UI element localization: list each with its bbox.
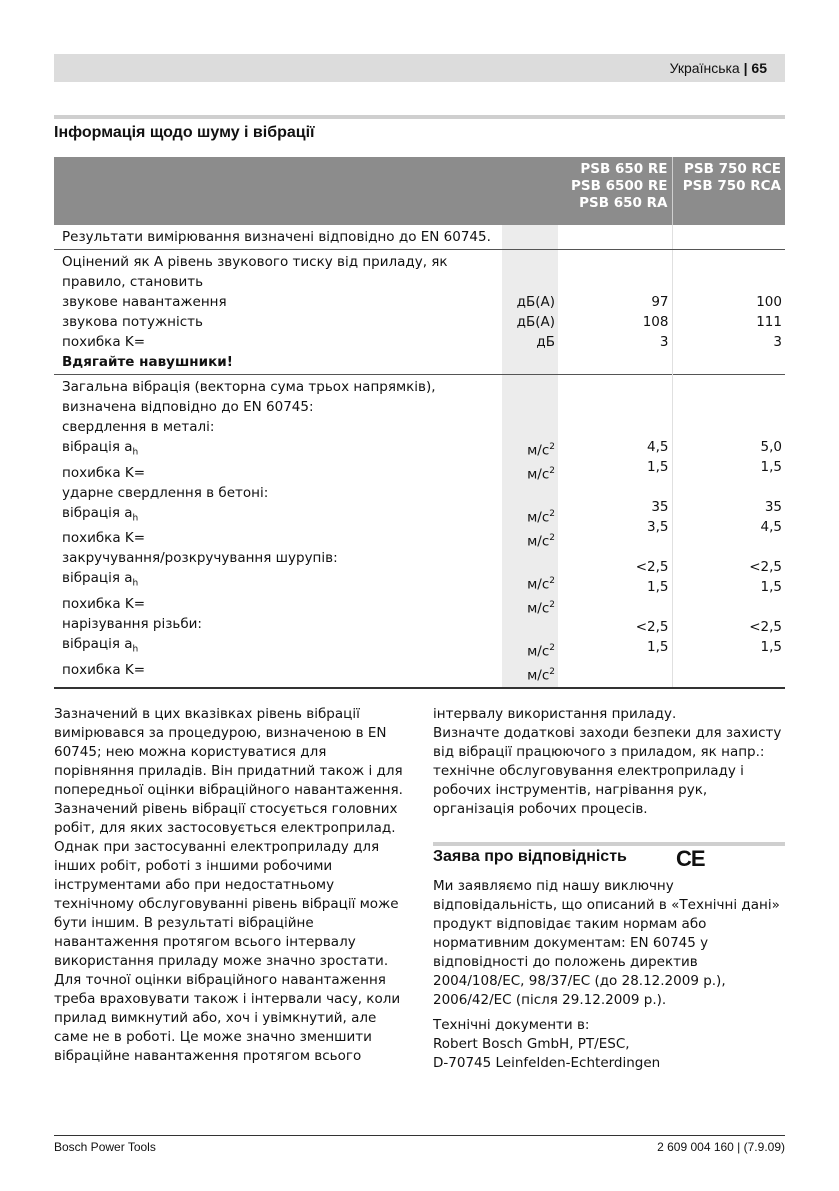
table-row <box>54 375 785 689</box>
row-label-line: ударне свердлення в бетоні: <box>62 484 269 501</box>
table-header-blank <box>54 157 558 225</box>
header-page-number: 65 <box>751 60 767 76</box>
cell-value: 1,5 <box>760 579 782 595</box>
section-rule <box>54 115 785 119</box>
row-label-line: вібрація $a_h$ <box>62 570 139 590</box>
cell-value: 4,5 <box>647 439 669 455</box>
row-label-line: свердлення в металі: <box>62 419 215 435</box>
row-label <box>54 375 502 689</box>
unit-value: $м/с^2$ <box>527 599 555 616</box>
noise-vibration-table <box>54 157 785 689</box>
unit-value: $м/с^2$ <box>527 509 555 526</box>
row-value-2 <box>672 250 785 375</box>
body-column-right <box>433 705 785 819</box>
unit-value: $м/с^2$ <box>527 532 555 549</box>
row-label-line: похибка K= <box>62 530 146 547</box>
unit-value: $м/с^2$ <box>527 666 555 683</box>
body-column-left <box>54 705 410 1066</box>
cell-value: 35 <box>764 499 782 515</box>
row-value-1 <box>558 375 672 689</box>
hearing-protection-note: Вдягайте навушники! <box>62 354 233 370</box>
row-label-line: похибка K= <box>62 596 146 613</box>
unit-value: дБ <box>536 334 555 350</box>
cell-value: 1,5 <box>647 639 669 655</box>
footer-doc-number: 2 609 004 160 | (7.9.09) <box>657 1140 785 1154</box>
unit-value: $м/с^2$ <box>527 465 555 482</box>
footer-publisher: Bosch Power Tools <box>54 1140 156 1154</box>
body-paragraph: Зазначений рівень вібрації стосується головних робіт, для яких застосовується електроприлад. Однак при застосуванні електроприладу для інших робіт, роботі з іншими робочими інструментами або при недостатньому технічному обслуговуванні рівень вібрації може бути іншим. В результаті вібраційне навантаження протягом всього інтервалу використання приладу може значно зростати. <box>54 801 399 969</box>
cell-value: 100 <box>756 294 782 310</box>
row-label <box>54 250 502 375</box>
body-paragraph: Для точної оцінки вібраційного навантаження треба враховувати також і інтервали часу, коли прилад вимкнутий або, хоч і увімкнутий, але саме не в роботі. Це може значно зменшити вібраційне навантаження протягом всього <box>54 972 401 1064</box>
row-value-2 <box>672 375 785 689</box>
declaration-body <box>433 877 785 1073</box>
row-unit <box>502 375 558 689</box>
row-unit <box>502 250 558 375</box>
row-label-line: Оцінений як А рівень звукового тиску від приладу, як правило, становить <box>62 254 448 290</box>
cell-value: 1,5 <box>647 579 669 595</box>
header-separator: | <box>743 60 748 76</box>
cell-value: 1,5 <box>647 459 669 475</box>
model-label: PSB 750 RCE <box>683 161 781 177</box>
header-language: Українська <box>669 60 740 76</box>
header-language-page <box>670 60 767 76</box>
declaration-company: Robert Bosch GmbH, PT/ESC, <box>433 1036 630 1052</box>
declaration-docs-label: Технічні документи в: <box>433 1017 590 1033</box>
row-value-1 <box>558 225 672 250</box>
cell-value: <2,5 <box>749 559 782 575</box>
row-label-line: звукова потужність <box>62 314 203 330</box>
cell-value: 35 <box>651 499 669 515</box>
row-label-line: похибка K= <box>62 464 146 481</box>
row-label-line: нарізування різьби: <box>62 616 202 633</box>
table-row <box>54 225 785 250</box>
cell-value: 5,0 <box>760 439 782 455</box>
cell-value: <2,5 <box>635 619 669 635</box>
ce-mark-icon: CE <box>676 846 705 871</box>
unit-value: $м/с^2$ <box>527 442 555 459</box>
footer-rule <box>54 1135 785 1136</box>
body-paragraph: Зазначений в цих вказівках рівень вібрації вимірювався за процедурою, визначеною в EN 60745; нею можна користуватися для порівняння приладів. Він придатний також і для попередньої оцінки вібраційного навантаження. <box>54 706 403 798</box>
unit-value: дБ(А) <box>516 314 555 330</box>
table-row <box>54 250 785 375</box>
cell-value: 1,5 <box>760 639 782 655</box>
row-label-line: звукове навантаження <box>62 294 227 310</box>
cell-value: 3,5 <box>647 519 669 535</box>
unit-value: дБ(А) <box>516 294 555 310</box>
body-paragraph: інтервалу використання приладу. <box>433 706 677 722</box>
cell-value: 3 <box>773 334 782 350</box>
page-header <box>54 54 785 82</box>
row-label-line: похибка K= <box>62 661 146 678</box>
table-header-model-group-1 <box>558 157 672 225</box>
unit-value: $м/с^2$ <box>527 576 555 593</box>
body-paragraph: Визначте додаткові заходи безпеки для захисту від вібрації працюючого з приладом, як напр.: технічне обслуговування електроприладу і робочих інструментів, нагрівання рук, організація робочих процесів. <box>433 725 782 817</box>
table-header-row <box>54 157 785 225</box>
row-label-line: вібрація $a_h$ <box>62 636 139 655</box>
row-label-line: закручування/розкручування шурупів: <box>62 550 338 567</box>
declaration-text: Ми заявляємо під нашу виключну відповідальність, що описаний в «Технічні дані» продукт відповідає таким нормам або нормативним документам: EN 60745 у відповідності до положень директив 2004/108/EC, 98/37/EC (до 28.12.2009 р.), 2006/42/EC (після 29.12.2009 р.). <box>433 878 780 1008</box>
unit-value: $м/с^2$ <box>527 643 555 660</box>
cell-value: 97 <box>651 294 669 310</box>
row-value-2 <box>672 225 785 250</box>
model-label: PSB 650 RE <box>580 161 668 177</box>
declaration-title: Заява про відповідність <box>433 848 627 865</box>
model-label: PSB 750 RCA <box>682 178 781 194</box>
cell-value: <2,5 <box>749 619 782 635</box>
row-label: Результати вимірювання визначені відповідно до EN 60745. <box>54 225 502 250</box>
row-unit <box>502 225 558 250</box>
section-title: Інформація щодо шуму і вібрації <box>54 124 315 141</box>
cell-value: <2,5 <box>635 559 669 575</box>
declaration-rule <box>433 842 785 846</box>
model-label: PSB 6500 RE <box>571 178 668 194</box>
cell-value: 1,5 <box>760 459 782 475</box>
row-label-line: вібрація $a_h$ <box>62 504 139 524</box>
cell-value: 3 <box>659 334 669 350</box>
cell-value: 111 <box>756 314 782 330</box>
row-label-line: вібрація $a_h$ <box>62 439 139 458</box>
row-label-line: Загальна вібрація (векторна сума трьох напрямків), визначена відповідно до EN 60745: <box>62 379 436 415</box>
row-label-line: похибка K= <box>62 334 146 350</box>
model-label: PSB 650 RA <box>579 195 668 211</box>
cell-value: 4,5 <box>760 519 782 535</box>
row-value-1 <box>558 250 672 375</box>
table-header-model-group-2 <box>672 157 785 225</box>
cell-value: 108 <box>642 314 669 330</box>
declaration-address: D-70745 Leinfelden-Echterdingen <box>433 1055 661 1071</box>
